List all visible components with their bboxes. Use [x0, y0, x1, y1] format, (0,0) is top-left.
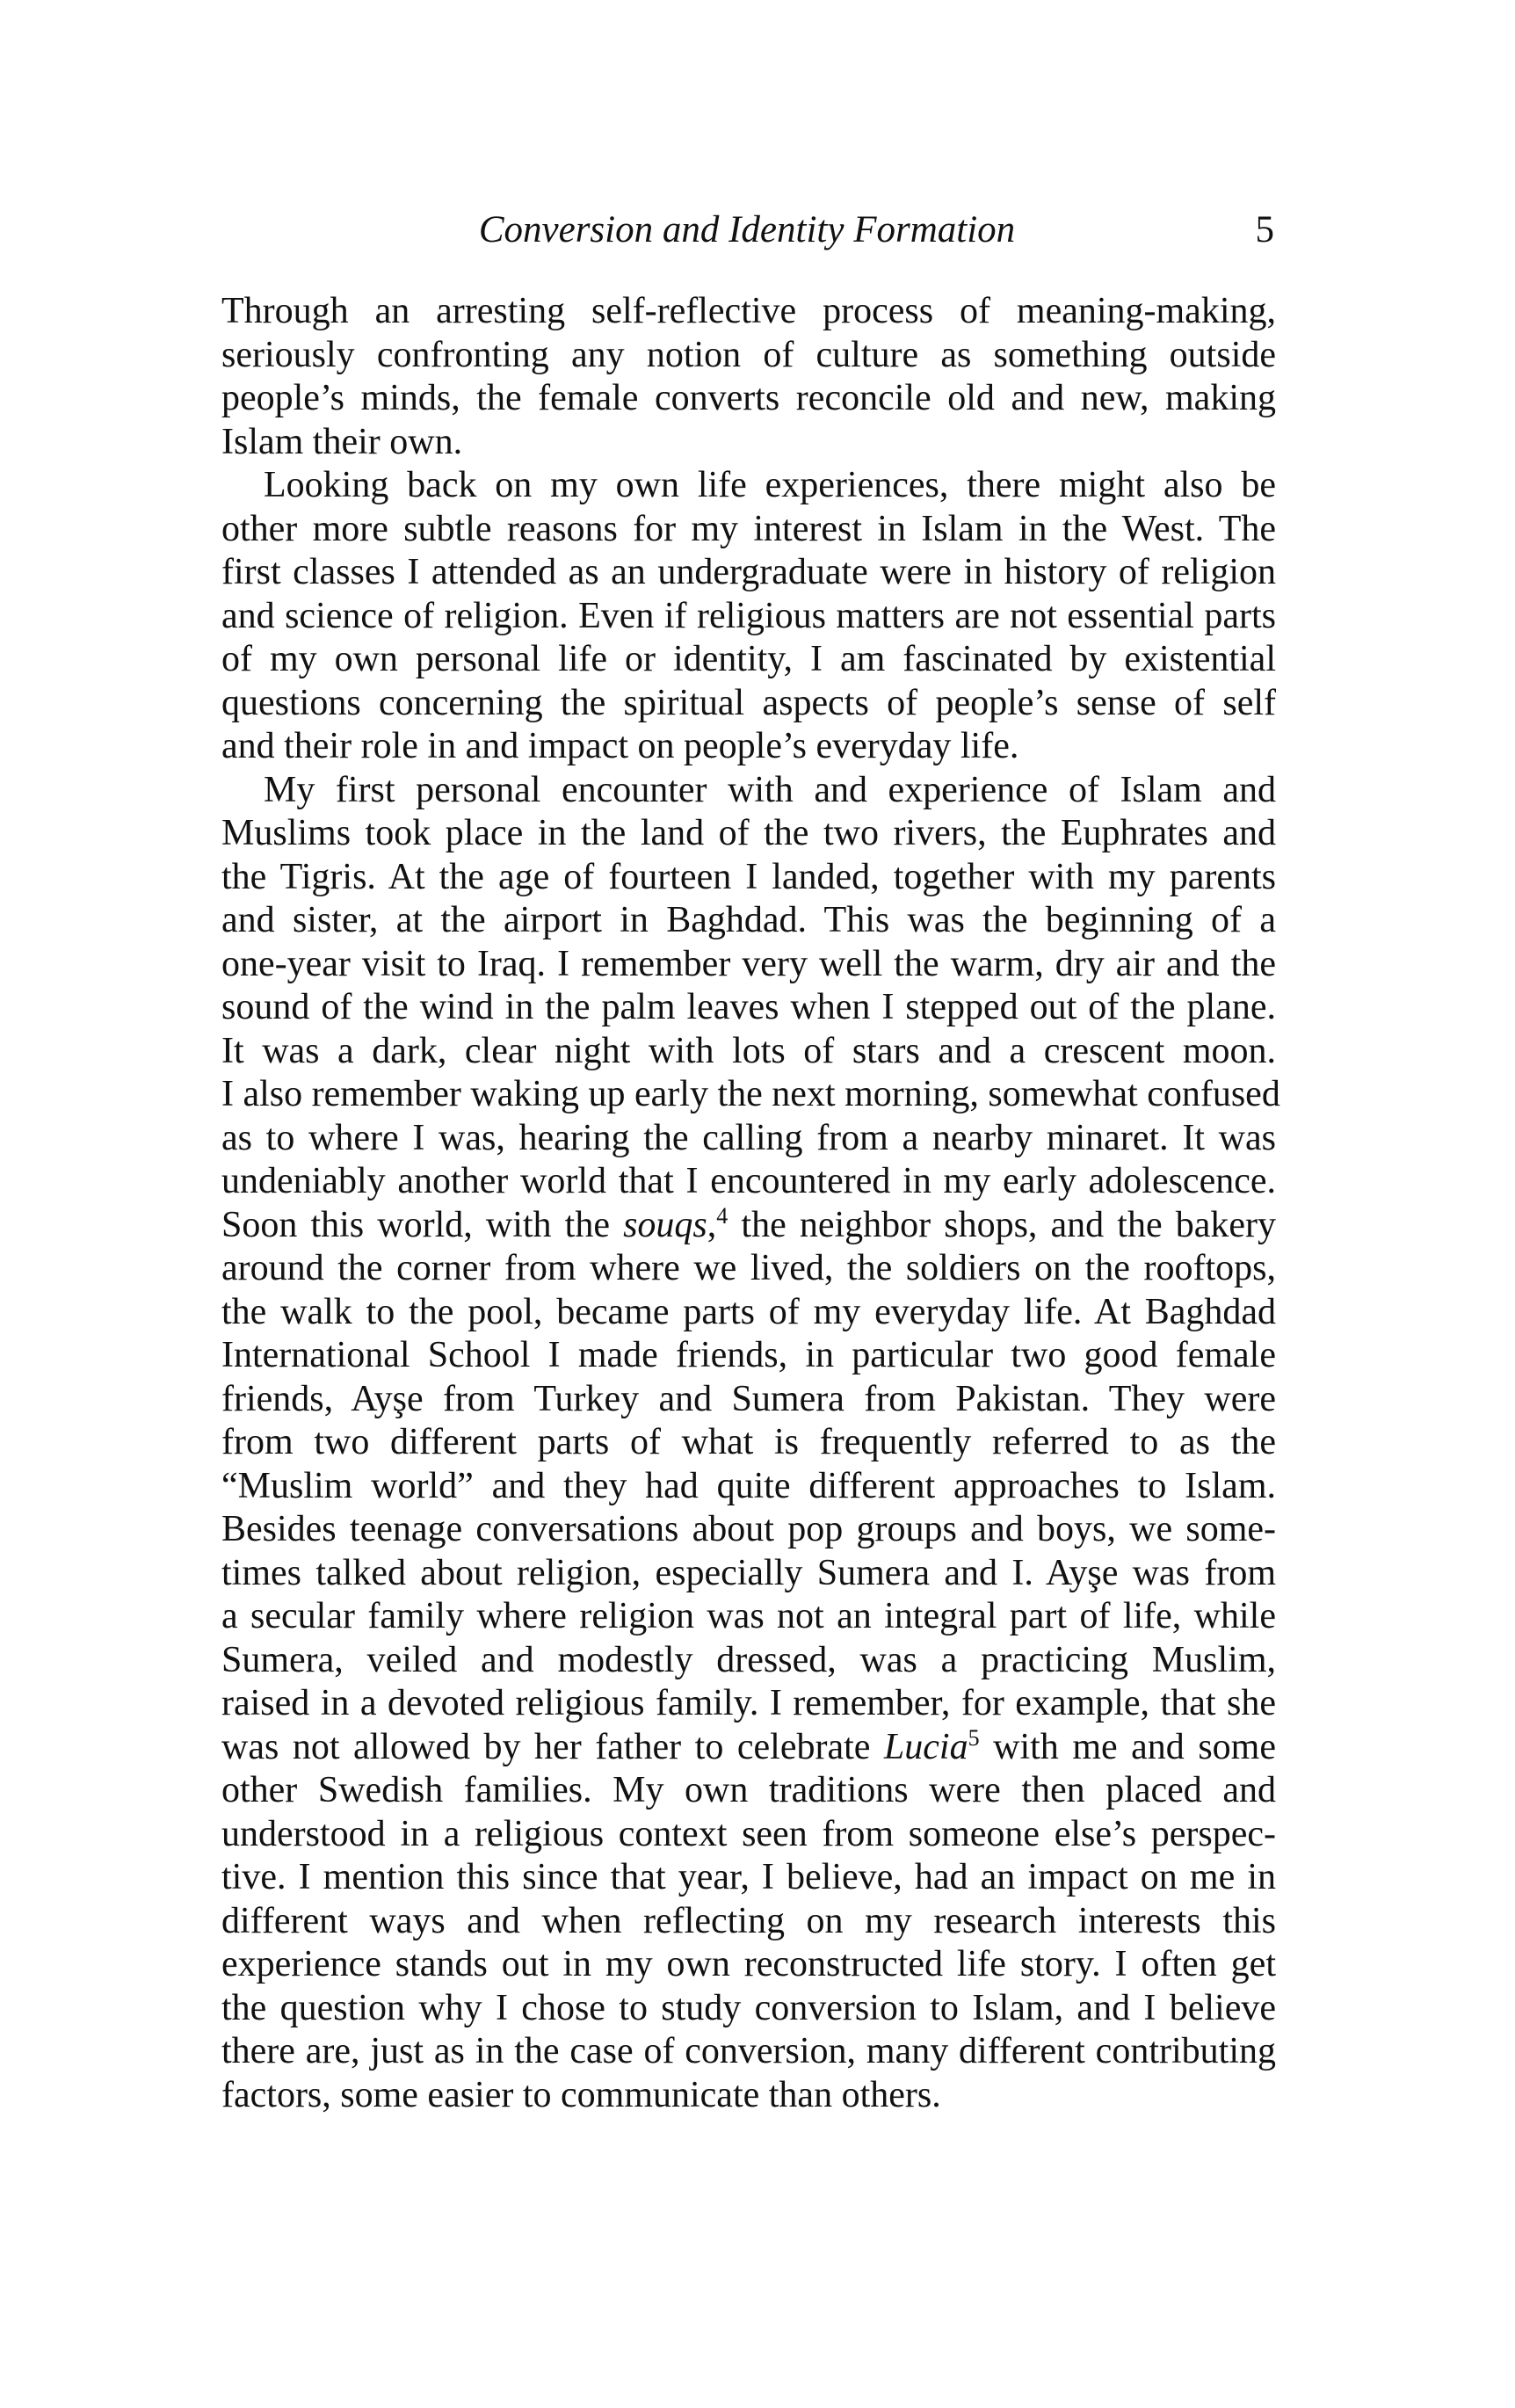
text-line: and sister, at the airport in Baghdad. This was the beginning of a [221, 900, 1276, 940]
text-line: friends, Ayşe from Turkey and Sumera from Pakistan. They were [221, 1378, 1276, 1419]
text-line: of my own personal life or identity, I am fascinated by existential [221, 639, 1276, 679]
text-line: there are, just as in the case of conversion, many different contributing [221, 2031, 1276, 2071]
text-line: factors, some easier to communicate than others. [221, 2074, 941, 2115]
text-line: and science of religion. Even if religious matters are not essential parts [221, 595, 1276, 636]
text-line: the question why I chose to study conversion to Islam, and I believe [221, 1987, 1276, 2028]
text-segment: Soon this world, with the [221, 1204, 624, 1245]
text-line: undeniably another world that I encountered in my early adolescence. [221, 1161, 1276, 1201]
text-line: sound of the wind in the palm leaves when I stepped out of the plane. [221, 987, 1276, 1027]
text-line: other Swedish families. My own traditions were then placed and [221, 1770, 1276, 1810]
text-line: Sumera, veiled and modestly dressed, was a practicing Muslim, [221, 1639, 1276, 1680]
text-segment: with me and some [979, 1726, 1276, 1767]
text-segment: the neighbor shops, and the bakery [728, 1204, 1276, 1245]
text-line: International School I made friends, in particular two good female [221, 1335, 1276, 1375]
footnote-marker-4: 4 [716, 1202, 729, 1229]
text-segment: was not allowed by her father to celebrate [221, 1726, 884, 1767]
text-line: raised in a devoted religious family. I remember, for example, that she [221, 1683, 1276, 1723]
text-line: from two different parts of what is frequently referred to as the [221, 1422, 1276, 1462]
text-line: It was a dark, clear night with lots of stars and a crescent moon. [221, 1030, 1276, 1071]
text-line: as to where I was, hearing the calling from a nearby minaret. It was [221, 1117, 1276, 1158]
text-line: Looking back on my own life experiences, there might also be [264, 465, 1276, 505]
text-line: experience stands out in my own reconstructed life story. I often get [221, 1944, 1276, 1984]
text-line: Besides teenage conversations about pop groups and boys, we some- [221, 1509, 1276, 1549]
text-line: a secular family where religion was not an integral part of life, while [221, 1596, 1276, 1636]
text-line: different ways and when reflecting on my research interests this [221, 1900, 1276, 1941]
text-line: Through an arresting self-reflective process of meaning-making, [221, 291, 1276, 331]
text-line: other more subtle reasons for my interest in Islam in the West. The [221, 508, 1276, 549]
text-line: understood in a religious context seen from someone else’s perspec- [221, 1813, 1276, 1854]
footnote-marker-5: 5 [968, 1724, 980, 1751]
text-line: and their role in and impact on people’s everyday life. [221, 726, 1019, 766]
text-line: one-year visit to Iraq. I remember very well the warm, dry air and the [221, 943, 1276, 984]
text-line: times talked about religion, especially Sumera and I. Ayşe was from [221, 1552, 1276, 1593]
italic-term-lucia: Lucia [883, 1726, 968, 1767]
text-line: questions concerning the spiritual aspects of people’s sense of self [221, 682, 1276, 723]
text-line: seriously confronting any notion of culture as something outside [221, 334, 1276, 375]
text-line: people’s minds, the female converts reconcile old and new, making [221, 378, 1276, 418]
text-line [221, 1726, 1276, 1770]
text-line: around the corner from where we lived, the soldiers on the rooftops, [221, 1248, 1276, 1288]
page-number: 5 [1255, 209, 1274, 250]
text-line: the Tigris. At the age of fourteen I landed, together with my parents [221, 856, 1276, 897]
text-line: Islam their own. [221, 421, 463, 462]
italic-term-souqs: souqs [623, 1204, 707, 1245]
text-line: Soon this world, with the souqs,$^4$ the neighbor shops, and the bakery [221, 1202, 1276, 1245]
text-line: Muslims took place in the land of the two rivers, the Euphrates and [221, 813, 1276, 853]
text-line: first classes I attended as an undergraduate were in history of religion [221, 552, 1276, 592]
running-title: Conversion and Identity Formation [478, 209, 1016, 250]
text-line: “Muslim world” and they had quite different approaches to Islam. [221, 1465, 1276, 1506]
text-line: tive. I mention this since that year, I believe, had an impact on me in [221, 1857, 1276, 1897]
text-line: the walk to the pool, became parts of my everyday life. At Baghdad [221, 1291, 1276, 1332]
text-line: I also remember waking up early the next morning, somewhat confused [221, 1074, 1280, 1114]
text-line: My first personal encounter with and experience of Islam and [264, 769, 1276, 810]
body-text [221, 290, 1280, 2117]
running-head [0, 204, 1515, 257]
